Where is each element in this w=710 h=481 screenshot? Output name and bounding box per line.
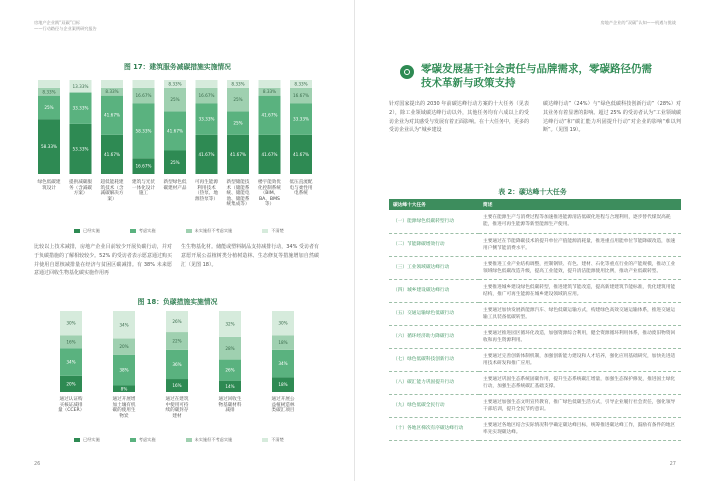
bar-segment-4-4 [133,80,155,88]
bar-segment-6-4 [196,80,218,88]
bar-label-4-1: 14% [225,383,235,389]
category-label-4: 通过回收生物基碳材料减排 [218,397,242,414]
right-paragraph-a: 针对国家提出的 2030 年前碳达峰行动方案的十大任务（见表 2），除工业领域碳达峰行动以外，其他任务均有六成以上的受访企业为对其感受与发展有着正面影响。在十大任务中，更多的受访企业认为“城乡建设 [389,101,530,134]
bar-label-2-4: 13.33% [72,83,89,89]
bar-label-3-3: 8.33% [105,89,119,95]
bar-label-3-2: 36% [172,361,182,367]
bar-label-3-4: 26% [172,319,182,325]
fig18-plot [56,311,296,392]
bar-label-1-4: 30% [66,320,76,326]
legend-label: 已经实施 [83,437,100,442]
bar-label-3-3: 22% [172,338,182,344]
bar-label-9-2: 33.33% [293,116,309,122]
table-header-task: 碳达峰十大任务 [389,199,479,210]
task-name: （九）绿色低碳全民行动 [389,394,479,417]
left-header-line2: ——行动路径与企业案例研究报告 [34,25,97,31]
bar-label-2-3: 20% [119,344,129,350]
table-row [389,302,681,325]
right-paragraph-b: 碳达峰行动”（24%）与“绿色低碳科技创新行动”（28%）对其业务有着显著的影响。超过 25% 的受访者认为“工业领域碳达峰行动”和“碳汇能力巩固提升行动”对企业的影响“难以判断”。（见图 19）。 [543,101,681,134]
task-name: （二）节能降碳增效行动 [389,233,479,256]
task-description: 主要通过巩固生态系统固碳作用，提升生态系统碳汇增量，加强生态保护修复，推进国土绿化行动，加强生态系统碳汇基础支撑。 [479,371,681,394]
legend-label: 不清楚 [271,437,284,442]
bar-label-5-4: 8.33% [168,81,182,87]
table-row [389,394,681,417]
category-label-4: 建筑与光伏一体化设计施工 [132,180,155,197]
task-description: 主要通过各地区结合实际情况科学确定碳达峰目标，统筹推进碳达峰工作，鼓励有条件的地区率先实现碳达峰。 [479,417,681,440]
task-name: （八）碳汇能力巩固提升行动 [389,371,479,394]
tasks-table [389,199,681,441]
bar-segment-1-4 [38,80,60,88]
fig18-title: 图 18：负碳措施实施情况 [137,298,218,306]
table-row [389,348,681,371]
legend-swatch [186,229,192,233]
bar-label-4-4: 32% [225,321,235,327]
bar-label-7-4: 8.33% [231,81,245,87]
category-label-7: 新型储能技术（储能系统、储能电池、储能系统集成等） [226,180,250,208]
task-name: （六）循环经济助力降碳行动 [389,325,479,348]
bar-label-1-1: 58.33% [41,144,57,150]
legend-label: 考虑实施 [138,228,156,233]
task-description: 主要在能源生产与消费过程等加速推进能源清洁低碳化进程与合理利用，逐步替代煤炭高耗能，推进可再生能源等新型能源生产使用。 [479,210,681,233]
legend-item-1 [74,437,100,443]
fig17-title: 图 17：建筑服务减碳措施实施情况 [124,63,231,71]
task-description: 主要通过加快发展新能源汽车、绿色低碳运输方式，构建绿色高效交通运输体系，推进交通运输工具装备低碳转型。 [479,302,681,325]
bar-label-3-1: 41.67% [104,151,120,157]
bar-label-5-1: 18% [278,382,288,388]
bar-label-5-3: 18% [278,340,288,346]
bar-label-8-2: 41.67% [261,112,278,118]
table-row [389,233,681,256]
category-label-5: 通过开展公益植树造林类碳汇项目 [271,397,295,414]
task-name: （七）绿色低碳科技创新行动 [389,348,479,371]
legend-item-4 [262,228,284,234]
task-name: （三）工业领域碳达峰行动 [389,256,479,279]
fig18-legend [74,437,284,443]
bar-label-3-2: 41.67% [104,112,120,118]
bar-label-5-2: 34% [278,361,288,367]
bar-label-4-3: 16.67% [135,93,152,99]
bar-label-9-4: 8.33% [294,81,308,87]
bar-label-3-1: 16% [172,383,182,389]
legend-swatch [74,438,80,442]
bar-label-4-3: 28% [225,345,235,351]
section-icon [400,65,414,79]
legend-item-2 [130,228,156,234]
bar-segment-3-4 [101,80,123,88]
left-header-line1: 房地产企业践“双碳”目标 [34,20,81,25]
bar-label-4-2: 26% [225,367,235,373]
bar-segment-8-4 [259,80,281,88]
table-row [389,256,681,279]
section-title: 零碳发展基于社会责任与品牌需求，零碳路径仍需技术革新与政策支持 [421,63,652,89]
category-label-2: 提供减碳服务（含减碳方案） [69,180,92,197]
bar-label-1-1: 20% [66,381,76,387]
left-header [34,20,97,31]
task-name: （十）各地区梯次有序碳达峰行动 [389,417,479,440]
task-name: （五）交通运输绿色低碳行动 [389,302,479,325]
bar-label-9-1: 41.67% [293,151,309,157]
right-header: 房地产企业的“双碳”认知——机遇与挑战 [600,20,676,25]
task-description: 主要通过推进园区循环化改造，加强资源综合利用，健全资源循环利用体系，推动废旧物资回收和再生资源利用。 [479,325,681,348]
legend-item-3 [186,228,233,234]
legend-swatch [130,438,136,442]
legend-item-2 [130,437,156,443]
bar-label-9-3: 16.67% [293,93,309,99]
bar-label-8-3: 8.33% [262,89,277,95]
legend-item-1 [74,228,100,234]
legend-item-4 [262,437,284,443]
bar-label-7-3: 25% [233,97,243,103]
bar-label-5-2: 41.67% [167,128,183,134]
category-label-1: 通过认证购买核证减排量（CCER） [58,397,85,414]
table-header-desc: 简述 [479,199,681,210]
right-page-number: 27 [669,461,676,467]
bar-label-1-3: 8.33% [42,89,56,95]
bar-label-8-1: 41.67% [261,151,278,157]
bar-label-4-1: 16.67% [135,163,152,169]
bar-label-7-2: 25% [233,120,243,126]
legend-label: 已经实施 [83,228,100,233]
bar-label-4-2: 58.33% [135,128,152,134]
table-row [389,325,681,348]
bar-label-1-2: 25% [44,104,54,110]
legend-label: 未实施但不考虑实施 [194,228,233,233]
bar-label-1-3: 16% [66,339,76,345]
task-description: 主要通过在节能降碳技术的提升单位产值能源消耗量，推进重点用能单位节能降碳改造，加速用户侧节能消费水平。 [479,233,681,256]
fig17-chart [36,80,316,178]
task-description: 主要推进城乡建设绿色低碳转型，推进建筑节能改造，提高新建建筑节能标准，优化建筑用能结构，推广可再生能源在城乡建设领域的应用。 [479,279,681,302]
legend-item-3 [186,437,233,443]
bar-label-5-3: 25% [170,97,180,103]
table-row [389,371,681,394]
task-description: 主要通过加强生态文明宣传教育，推广绿色低碳生活方式，引导企业履行社会责任，强化领导干部培训，提升全民节约意识。 [479,394,681,417]
table-row [389,417,681,440]
bar-label-2-2: 38% [119,367,129,373]
category-label-6: 可再生能源利用技术（热泵、地源热泵等） [195,180,218,202]
bar-label-6-3: 16.67% [198,93,215,99]
category-label-2: 通过开展增加土壤有机碳的使用生物炭 [112,397,136,419]
bar-label-1-2: 34% [66,359,76,365]
legend-swatch [130,229,136,233]
legend-label: 考虑实施 [138,437,156,442]
bar-label-7-1: 41.67% [230,151,246,157]
category-label-3: 通过在建筑中使用可持续的碳封存建材 [165,397,189,419]
category-label-8: 楼宇能效优化控制系统（BIM、BA、BMS等） [258,180,281,208]
table-row [389,279,681,302]
bar-label-5-1: 25% [170,159,180,165]
left-page-number: 26 [34,461,41,467]
fig17-legend [74,228,284,234]
bar-label-2-1: 53.33% [72,146,89,152]
category-label-3: 超低能耗建筑技术（含减碳解决方案） [100,180,124,202]
task-description: 主要通过完善创新体制机制，加强创新能力建设和人才培养，强化应用基础研究，加快先进适用技术研发和推广应用。 [479,348,681,371]
category-label-5: 新型绿色低碳建材产品 [163,180,187,191]
right-page [355,0,710,481]
task-name: （四）城乡建设碳达峰行动 [389,279,479,302]
task-name: （一）能源绿色低碳转型行动 [389,210,479,233]
legend-swatch [74,229,80,233]
legend-label: 不清楚 [271,228,284,233]
legend-label: 未实施但不考虑实施 [194,437,233,442]
fig17-plot [36,80,316,174]
bar-label-2-2: 33.33% [72,105,89,111]
fig18-chart [56,311,296,396]
task-description: 主要推进工业产业结构调整，控制钢铁、有色、建材、石化等重点行业的产能规模，推动工业领域绿色低碳改造升级，提高工业能效，提升清洁能源使用比例，推动产业低碳转型。 [479,256,681,279]
table-row [389,210,681,233]
category-label-1: 绿色低碳建筑设计 [37,180,61,191]
category-label-9: 低压直流配电与柔性用电系统 [289,180,313,197]
bar-label-5-4: 30% [278,320,288,326]
bar-label-6-2: 33.33% [198,116,215,122]
bar-label-2-4: 34% [119,322,129,328]
table-title: 表 2：碳达峰十大任务 [498,188,567,196]
left-paragraph-a: 比较以上技术减排，房地产企业目前较少开展负碳行动，并对于负碳措施的了解相较较少。52% 的受访者表示愿意通过购买并使用自愿核减排量在经济与贫困区碳减排。有 38% 未来愿意通过回收生物基化碳实施作用再 [34,244,172,277]
legend-swatch [186,438,192,442]
left-paragraph-b: 生生物基化材。储能或塑料制品支持减排行动，34% 受访者有意愿开展公益植树类分植树造林、生态修复等措施增加自然碳汇（见图 18）。 [181,244,319,268]
legend-swatch [262,438,268,442]
legend-swatch [262,229,268,233]
bar-label-6-1: 41.67% [198,151,215,157]
bar-label-2-1: 8% [120,386,128,392]
